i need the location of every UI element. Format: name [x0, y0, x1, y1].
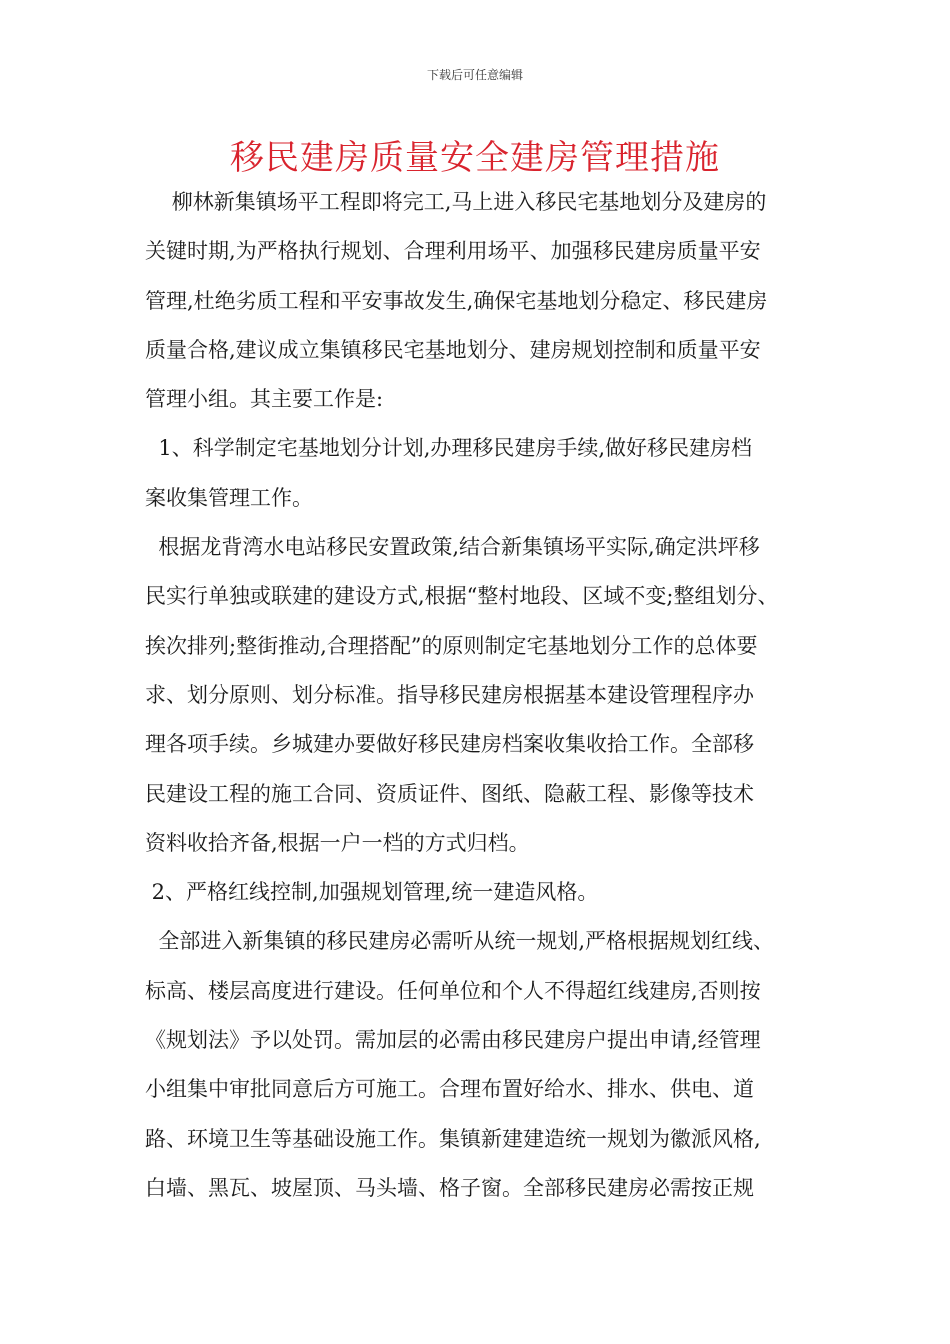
text-line: 1、科学制定宅基地划分计划,办理移民建房手续,做好移民建房档 [145, 436, 753, 461]
text-line: 《规划法》予以处罚。需加层的必需由移民建房户提出申请,经管理 [145, 1028, 761, 1053]
text-line: 路、环境卫生等基础设施工作。集镇新建建造统一规划为徽派风格, [145, 1126, 761, 1151]
text-line: 管理小组。其主要工作是: [145, 387, 384, 412]
text-line: 柳林新集镇场平工程即将完工,马上进入移民宅基地划分及建房的 [145, 190, 767, 214]
text-line: 关键时期,为严格执行规划、合理利用场平、加强移民建房质量平安 [145, 239, 761, 264]
text-line: 全部进入新集镇的移民建房必需听从统一规划,严格根据规划红线、 [145, 929, 775, 954]
document-title: 移民建房质量安全建房管理措施 [230, 138, 720, 178]
text-line: 民实行单独或联建的建设方式,根据“整村地段、区域不变;整组划分、 [145, 584, 779, 609]
text-line: 资料收拾齐备,根据一户一档的方式归档。 [145, 830, 530, 855]
header-note: 下载后可任意编辑 [426, 68, 523, 82]
text-line: 根据龙背湾水电站移民安置政策,结合新集镇场平实际,确定洪坪移 [145, 535, 760, 560]
text-line: 案收集管理工作。 [145, 485, 313, 510]
text-line: 质量合格,建议成立集镇移民宅基地划分、建房规划控制和质量平安 [145, 337, 761, 362]
text-line: 挨次排列;整街推动,合理搭配”的原则制定宅基地划分工作的总体要 [145, 633, 758, 658]
text-line: 标高、楼层高度进行建设。任何单位和个人不得超红线建房,否则按 [145, 978, 761, 1003]
text-line: 白墙、黑瓦、坡屋顶、马头墙、格子窗。全部移民建房必需按正规 [145, 1175, 754, 1200]
text-line: 小组集中审批同意后方可施工。合理布置好给水、排水、供电、道 [145, 1077, 754, 1102]
document-body [145, 178, 810, 1213]
text-line: 求、划分原则、划分标准。指导移民建房根据基本建设管理程序办 [145, 682, 754, 707]
text-line: 民建设工程的施工合同、资质证件、图纸、隐蔽工程、影像等技术 [145, 781, 754, 806]
text-line: 理各项手续。乡城建办要做好移民建房档案收集收拾工作。全部移 [145, 732, 754, 757]
text-line: 管理,杜绝劣质工程和平安事故发生,确保宅基地划分稳定、移民建房 [145, 288, 768, 313]
text-line: 2、严格红线控制,加强规划管理,统一建造风格。 [145, 880, 599, 905]
